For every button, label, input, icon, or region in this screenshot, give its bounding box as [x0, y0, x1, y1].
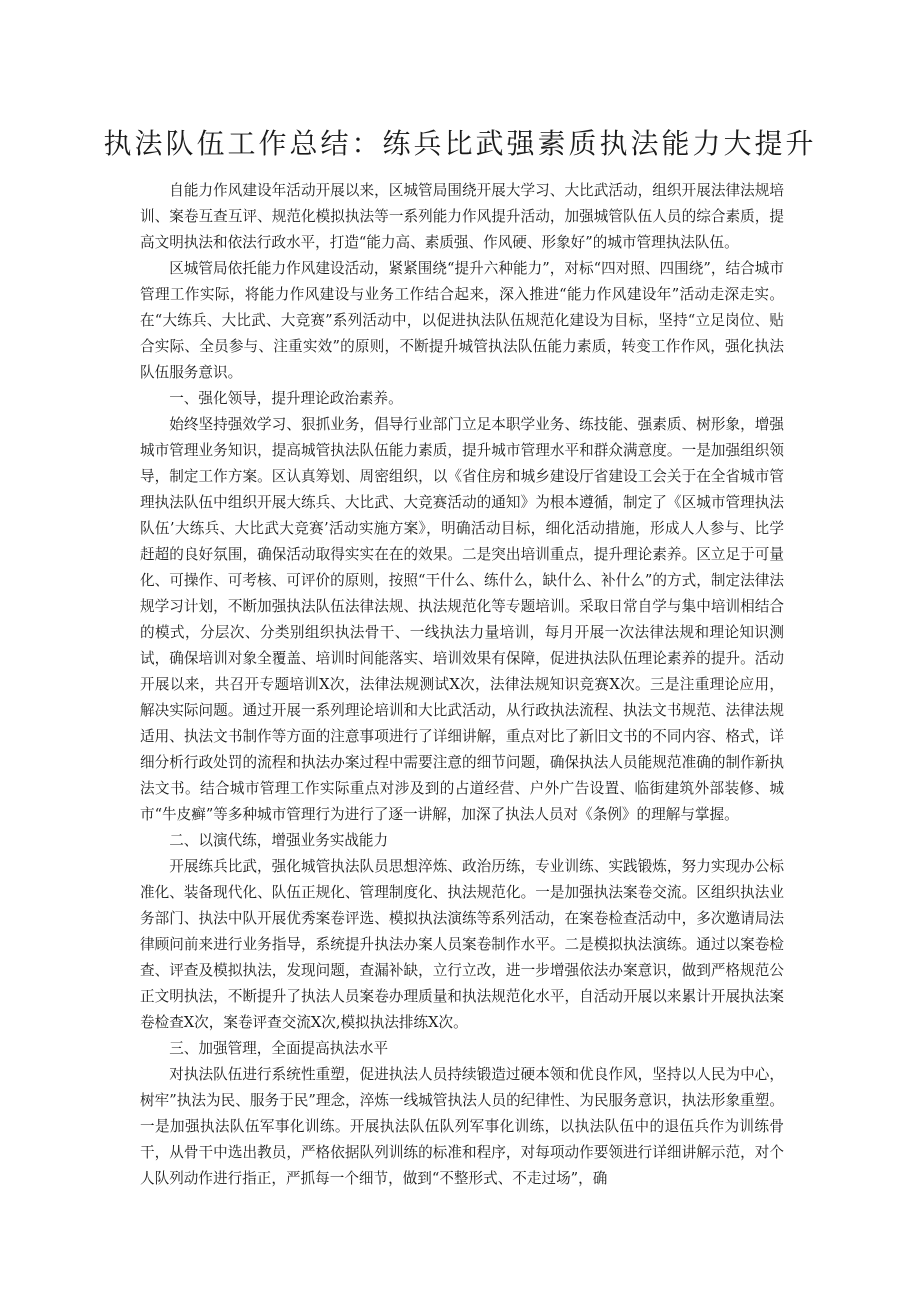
section-heading: 三、加强管理，全面提高执法水平: [169, 1040, 389, 1057]
paragraph: 区城管局依托能力作风建设活动，紧紧围绕“提升六种能力”，对标“四对照、四围绕”，结合城市管理工作实际，将能力作风建设与业务工作结合起来，深入推进“能力作风建设年”活动走深走实。在“大练兵、大比武、大竞赛”系列活动中，以促进执法队伍规范化建设为目标，坚持“立足岗位、贴合实际、全员参与、注重实效”的原则，不断提升城管执法队伍能力素质，转变工作作风，强化执法队伍服务意识。: [140, 260, 784, 381]
paragraph: 对执法队伍进行系统性重塑，促进执法人员持续锻造过硬本领和优良作风，坚持以人民为中心，树牢”执法为民、服务于民”理念，淬炼一线城管执法人员的纪律性、为民服务意识，执法形象重塑。一是加强执法队伍军事化训练。开展执法队伍队列军事化训练，以执法队伍中的退伍兵作为训练骨干，从骨干中选出教员，严格依据队列训练的标准和程序，对每项动作要领进行详细讲解示范，对个人队列动作进行指正，严抓每一个细节，做到“不整形式、不走过场”，确: [140, 1066, 784, 1187]
paragraph: 自能力作风建设年活动开展以来，区城管局围绕开展大学习、大比武活动，组织开展法律法规培训、案卷互查互评、规范化模拟执法等一系列能力作风提升活动，加强城管队伍人员的综合素质，提高文明执法和依法行政水平，打造“能力高、素质强、作风硬、形象好”的城市管理执法队伍。: [140, 182, 784, 251]
paragraph: 开展练兵比武，强化城管执法队员思想淬炼、政治历练，专业训练、实践锻炼，努力实现办公标准化、装备现代化、队伍正规化、管理制度化、执法规范化。一是加强执法案卷交流。区组织执法业务部门、执法中队开展优秀案卷评选、模拟执法演练等系列活动，在案卷检查活动中，多次邀请局法律顾问前来进行业务指导，系统提升执法办案人员案卷制作水平。二是模拟执法演练。通过以案卷检查、评查及模拟执法，发现问题，查漏补缺，立行立改，进一步增强依法办案意识，做到严格规范公正文明执法，不断提升了执法人员案卷办理质量和执法规范化水平，自活动开展以来累计开展执法案卷检查X次，案卷评查交流X次,模拟执法排练X次。: [140, 858, 784, 1031]
paragraph: 始终坚持强效学习、狠抓业务，倡导行业部门立足本职学业务、练技能、强素质、树形象，增强城市管理业务知识，提高城管执法队伍能力素质，提升城市管理水平和群众满意度。一是加强组织领导，制定工作方案。区认真筹划、周密组织，以《省住房和城乡建设厅省建设工会关于在全省城市管理执法队伍中组织开展大练兵、大比武、大竞赛活动的通知》为根本遵循，制定了《区城市管理执法队伍’大练兵、大比武大竞赛’活动实施方案》，明确活动目标，细化活动措施，形成人人参与、比学赶超的良好氛围，确保活动取得实实在在的效果。二是突出培训重点，提升理论素养。区立足于可量化、可操作、可考核、可评价的原则，按照“干什么、练什么，缺什么、补什么”的方式，制定法律法规学习计划，不断加强执法队伍法律法规、执法规范化等专题培训。采取日常自学与集中培训相结合的模式，分层次、分类别组织执法骨干、一线执法力量培训，每月开展一次法律法规和理论知识测试，确保培训对象全覆盖、培训时间能落实、培训效果有保障，促进执法队伍理论素养的提升。活动开展以来，共召开专题培训X次，法律法规测试X次，法律法规知识竞赛X次。三是注重理论应用，解决实际问题。通过开展一系列理论培训和大比武活动，从行政执法流程、执法文书规范、法律法规适用、执法文书制作等方面的注意事项进行了详细讲解，重点对比了新旧文书的不同内容、格式，详细分析行政处罚的流程和执法办案过程中需要注意的细节问题，确保执法人员能规范准确的制作新执法文书。结合城市管理工作实际重点对涉及到的占道经营、户外广告设置、临街建筑外部装修、城市“牛皮癣”等多种城市管理行为进行了逐一讲解，加深了执法人员对《条例》的理解与掌握。: [140, 416, 784, 823]
document-body: [140, 178, 784, 1192]
document-title: 执法队伍工作总结：练兵比武强素质执法能力大提升: [103, 127, 817, 160]
section-heading: 二、以演代练，增强业务实战能力: [169, 832, 389, 849]
section-heading: 一、强化领导，提升理论政治素养。: [169, 390, 403, 407]
